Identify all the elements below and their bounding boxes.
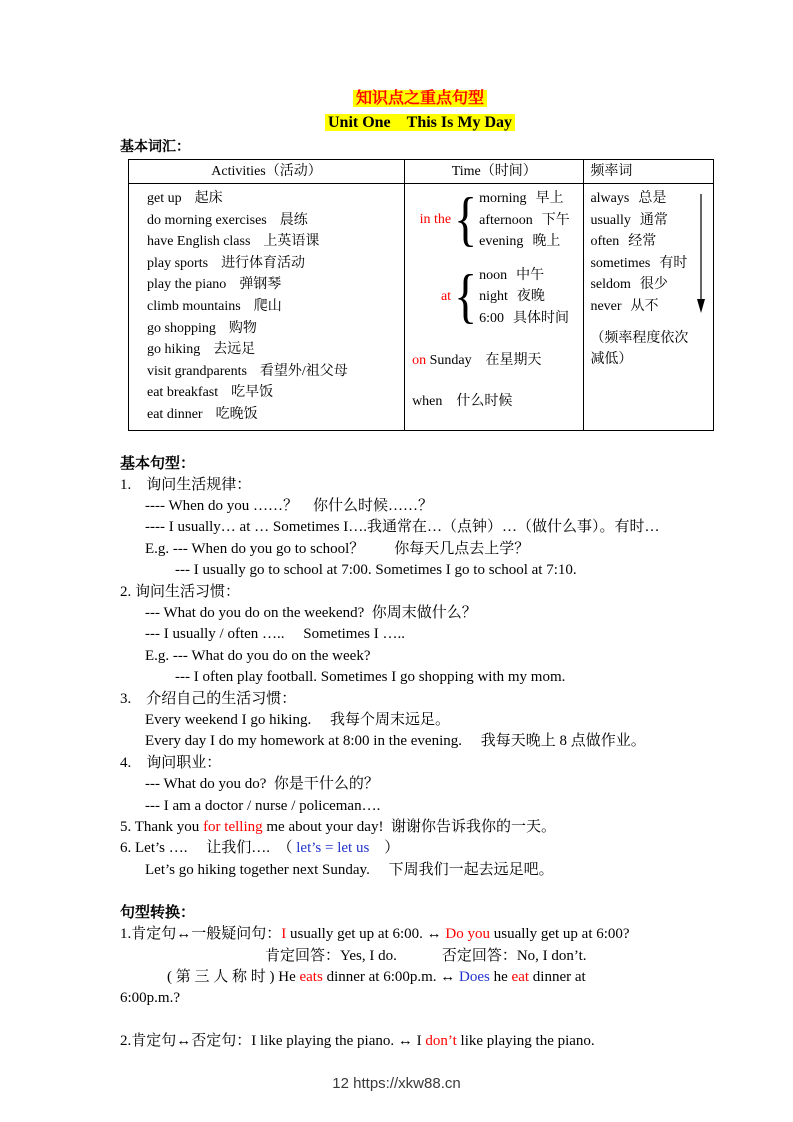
text-segment: me about your day! 谢谢你告诉我你的一天。 — [262, 819, 556, 836]
vocab-en: 6:00 — [479, 310, 504, 326]
vocab-zh: 晨练 — [279, 212, 308, 228]
time-preposition: at — [440, 289, 452, 305]
text-line — [265, 946, 720, 967]
frequency-row — [590, 188, 709, 210]
text-line — [145, 860, 720, 881]
text-line — [145, 496, 720, 517]
column-header-activities: Activities（活动） — [129, 160, 405, 183]
frequency-cell — [584, 184, 713, 430]
frequency-row — [590, 210, 709, 232]
text-line — [120, 838, 720, 859]
time-item — [479, 188, 570, 210]
vocab-zh: 去远足 — [213, 342, 256, 358]
page-footer: 12 https://xkw88.cn — [332, 1075, 461, 1092]
text-line — [120, 475, 720, 496]
basic-sentence-lines — [120, 475, 720, 882]
text-segment: 6:00p.m.? — [120, 990, 180, 1007]
vocab-zh: 起床 — [194, 191, 223, 206]
text-segment: 4. 询问职业： — [120, 754, 222, 771]
vocab-zh: 上英语课 — [263, 234, 320, 250]
text-segment: Let’s go hiking together next Sunday. 下周我们一起去远足吧。 — [145, 861, 554, 878]
vocab-en: morning — [479, 191, 527, 206]
text-line — [120, 817, 720, 838]
vocab-zh: 有时 — [659, 255, 688, 271]
vocab-zh: 早上 — [535, 191, 564, 206]
text-line — [145, 646, 720, 667]
transform-lines — [120, 924, 720, 1052]
vocab-en: night — [479, 289, 508, 305]
vocab-en: have English class — [147, 234, 251, 250]
time-cell — [405, 184, 584, 430]
text-line — [120, 753, 720, 774]
vocab-row — [147, 318, 404, 340]
text-segment: usually get up at 6:00? — [490, 926, 630, 943]
page-title-wrap — [120, 88, 720, 109]
text-segment: 1.肯定句↔一般疑问句： — [120, 926, 282, 943]
time-item — [479, 286, 569, 308]
text-segment: usually get up at 6:00. ↔ — [286, 926, 446, 943]
text-segment: 5. Thank you — [120, 819, 204, 836]
text-line — [145, 624, 720, 645]
text-segment: ---- I usually… at … Sometimes I….我通常在…（点钟）…（做什么事）。有时… — [145, 519, 660, 536]
time-group — [412, 188, 583, 253]
time-line — [412, 350, 583, 372]
page-title: 知识点之重点句型 — [353, 90, 487, 107]
text-segment: --- What do you do? 你是干什么的？ — [145, 776, 379, 793]
vocab-en: go shopping — [147, 320, 216, 336]
vocab-zh: 从不 — [630, 298, 659, 314]
text-segment: ） — [369, 840, 400, 857]
vocab-en: evening — [479, 234, 524, 250]
vocab-zh: 下午 — [541, 212, 570, 228]
text-segment: on — [412, 352, 427, 368]
frequency-row — [590, 296, 709, 318]
vocab-en: sometimes — [590, 255, 651, 271]
column-header-frequency: 频率词 — [590, 164, 633, 179]
vocab-zh: 经常 — [628, 234, 657, 250]
pattern-transform-section — [120, 903, 720, 1052]
text-segment: Do you — [445, 926, 491, 943]
vocab-row — [147, 210, 404, 232]
text-segment: 1. 询问生活规律： — [120, 476, 252, 493]
activities-cell — [129, 184, 405, 430]
basic-sentences-section — [120, 454, 720, 882]
vocab-row — [147, 361, 404, 383]
text-line — [167, 967, 720, 988]
vocab-zh: 吃晚饭 — [215, 406, 258, 422]
text-line — [120, 924, 720, 945]
vocab-zh: 爬山 — [253, 298, 282, 314]
text-line — [175, 560, 720, 581]
vocab-section-label: 基本词汇： — [120, 140, 190, 155]
text-segment: ( 第 三 人 称 时 ) He — [167, 969, 300, 986]
vocab-table-body — [129, 184, 713, 430]
vocab-row — [147, 253, 404, 275]
frequency-row — [590, 231, 709, 253]
frequency-decrease-arrow-icon — [696, 192, 706, 314]
text-segment: Every day I do my homework at 8:00 in the evening. 我每天晚上 8 点做作业。 — [145, 733, 646, 750]
vocab-en: play the piano — [147, 277, 227, 293]
vocab-en: noon — [479, 267, 508, 283]
basic-sentences-label: 基本句型： — [120, 455, 196, 472]
text-segment: Does — [459, 969, 490, 986]
text-segment: like playing the piano. — [456, 1033, 595, 1050]
text-segment: dinner at — [529, 969, 586, 986]
time-item — [479, 231, 570, 253]
vocab-zh: 很少 — [639, 277, 668, 293]
text-segment: --- What do you do on the weekend? 你周末做什么？ — [145, 604, 477, 621]
vocab-en: often — [590, 234, 620, 250]
vocab-en: play sports — [147, 255, 209, 271]
text-line — [120, 988, 720, 1009]
vocab-en: usually — [590, 212, 631, 228]
text-segment: --- I often play football. Sometimes I go shopping with my mom. — [175, 669, 566, 686]
text-line — [145, 539, 720, 560]
page-subtitle-wrap — [120, 112, 720, 133]
text-line — [120, 1010, 720, 1031]
vocab-table — [128, 159, 714, 431]
vocab-zh: 弹钢琴 — [239, 277, 282, 293]
vocab-table-header — [129, 160, 713, 184]
time-group — [412, 265, 583, 330]
text-line — [145, 710, 720, 731]
vocab-en: do morning exercises — [147, 212, 267, 228]
text-segment: for telling — [203, 819, 263, 836]
vocab-row — [147, 274, 404, 296]
vocab-row — [147, 296, 404, 318]
time-item — [479, 210, 570, 232]
text-segment: Every weekend I go hiking. 我每个周末远足。 — [145, 712, 450, 728]
vocab-zh: 晚上 — [532, 234, 561, 250]
text-segment: I — [281, 926, 287, 943]
vocab-en: get up — [147, 191, 182, 206]
vocab-zh: 中午 — [516, 267, 545, 283]
vocab-row — [147, 382, 404, 404]
text-line — [145, 517, 720, 538]
vocab-en: eat breakfast — [147, 385, 219, 401]
vocab-en: afternoon — [479, 212, 533, 228]
vocab-zh: 购物 — [228, 320, 257, 336]
frequency-row — [590, 274, 709, 296]
document-content — [120, 88, 720, 1053]
frequency-words — [590, 188, 709, 318]
text-segment: 2.肯定句↔否定句：I like playing the piano. ↔ I — [120, 1033, 426, 1050]
text-line — [145, 731, 720, 752]
text-segment: eats — [299, 969, 323, 986]
text-segment: --- I usually go to school at 7:00. Sometimes I go to school at 7:10. — [175, 562, 577, 579]
page-subtitle: Unit One This Is My Day — [325, 114, 515, 131]
time-item — [479, 308, 569, 330]
vocab-zh: 吃早饭 — [231, 385, 274, 401]
text-line — [120, 689, 720, 710]
text-segment: 肯定回答：Yes, I do. 否定回答：No, I don’t. — [265, 947, 587, 964]
vocab-zh: 通常 — [639, 212, 668, 228]
time-groups — [412, 188, 583, 330]
text-segment: eat — [511, 969, 530, 986]
frequency-row — [590, 253, 709, 275]
vocab-zh: 夜晚 — [516, 289, 545, 305]
time-item — [479, 265, 569, 287]
vocab-zh: 看望外/祖父母 — [259, 363, 348, 379]
text-segment: Sunday 在星期天 — [426, 352, 542, 368]
time-line — [412, 391, 583, 413]
time-items — [479, 265, 569, 330]
text-segment: E.g. --- When do you go to school？ 你每天几点去上学？ — [145, 540, 530, 557]
text-line — [145, 796, 720, 817]
text-line — [120, 1031, 720, 1052]
vocab-row — [147, 339, 404, 361]
vocab-zh: 具体时间 — [513, 310, 569, 326]
text-line — [145, 603, 720, 624]
vocab-en: go hiking — [147, 342, 201, 358]
text-segment: 2. 询问生活习惯： — [120, 583, 241, 600]
text-line — [120, 582, 720, 603]
left-brace-icon: { — [454, 263, 478, 330]
time-items — [479, 188, 570, 253]
text-segment: when 什么时候 — [412, 394, 513, 410]
text-line — [145, 774, 720, 795]
text-segment: dinner at 6:00p.m. ↔ — [322, 969, 460, 986]
text-segment: --- I usually / often ….. Sometimes I ….. — [145, 626, 405, 643]
column-header-time: Time（时间） — [405, 160, 584, 183]
frequency-note: （频率程度依次减低） — [590, 330, 689, 368]
vocab-en: always — [590, 191, 630, 206]
vocab-zh: 总是 — [638, 191, 667, 206]
text-segment: ---- When do you ……？ 你什么时候……？ — [145, 497, 434, 514]
text-segment: E.g. --- What do you do on the week? — [145, 647, 371, 664]
vocab-en: seldom — [590, 277, 631, 293]
text-segment: he — [489, 969, 512, 986]
text-segment: 6. Let’s …. 让我们…. （ — [120, 840, 297, 857]
vocab-en: eat dinner — [147, 406, 203, 422]
text-segment: 3. 介绍自己的生活习惯： — [120, 690, 297, 707]
text-segment: don’t — [425, 1033, 457, 1050]
left-brace-icon: { — [454, 186, 478, 253]
vocab-row — [147, 188, 404, 210]
vocab-en: never — [590, 298, 622, 314]
vocab-row — [147, 404, 404, 426]
text-segment: let’s = let us — [296, 840, 370, 857]
text-line — [175, 667, 720, 688]
time-preposition: in the — [419, 212, 452, 228]
time-extra-lines — [412, 350, 583, 413]
vocab-zh: 进行体育活动 — [221, 255, 306, 271]
vocab-en: visit grandparents — [147, 363, 247, 379]
vocab-en: climb mountains — [147, 298, 241, 314]
vocab-row — [147, 231, 404, 253]
pattern-transform-label: 句型转换： — [120, 905, 196, 922]
text-segment: --- I am a doctor / nurse / policeman…. — [145, 797, 381, 814]
